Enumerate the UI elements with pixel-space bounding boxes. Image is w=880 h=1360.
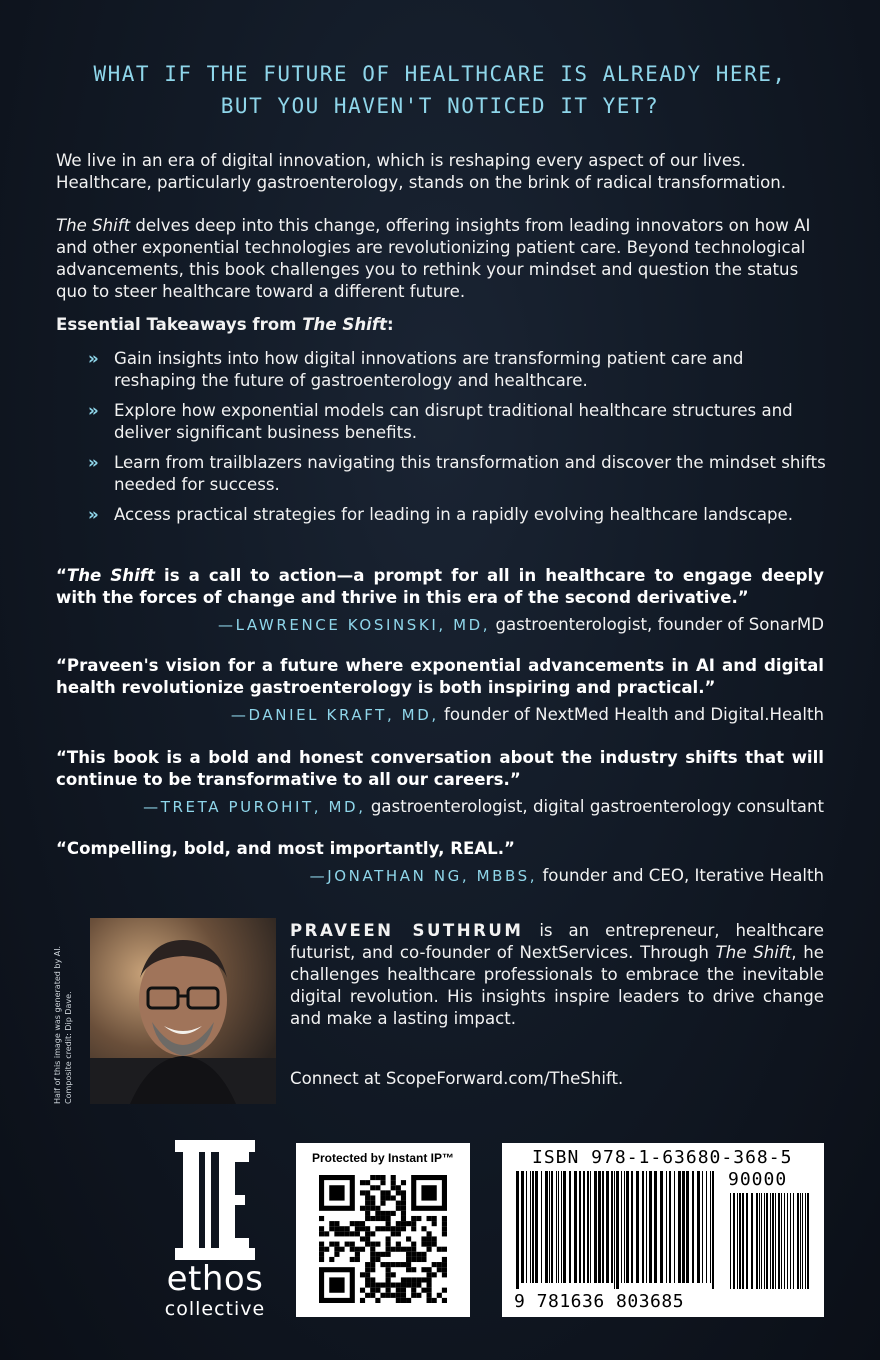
- takeaways-list: [88, 348, 828, 534]
- author-portrait-icon: [90, 918, 276, 1104]
- intro-paragraph-1: We live in an era of digital innovation, which is reshaping every aspect of our lives. Healthcare, particularly gastroenterology, stands on the brink of radical transformation.: [56, 151, 787, 192]
- list-item-text: Gain insights into how digital innovations are transforming patient care and reshaping the future of gastroenterology and healthcare.: [114, 349, 744, 390]
- publisher-name-line-2: collective: [164, 1298, 266, 1320]
- bullet-icon: »: [88, 453, 99, 472]
- list-item-text: Learn from trailblazers navigating this transformation and discover the mindset shifts needed for success.: [114, 453, 826, 494]
- author-photo: [90, 918, 276, 1104]
- bio-text-2: , he challenges healthcare professionals to embrace the inevitable digital revolution. His insights inspire leaders to drive change and make a lasting impact.: [290, 943, 824, 1028]
- quote-open-mark: “: [56, 566, 67, 585]
- quote-attribution: [56, 864, 824, 888]
- endorsement-quote: [56, 655, 824, 727]
- endorser-name: —TRETA PUROHIT, MD,: [143, 798, 366, 816]
- intro-paragraph-2: [56, 215, 824, 303]
- book-title: The Shift: [715, 943, 792, 962]
- quote-attribution: [56, 703, 824, 727]
- list-item: [88, 400, 828, 444]
- headline-line-1: WHAT IF THE FUTURE OF HEALTHCARE IS ALREADY HERE,: [93, 62, 787, 86]
- endorser-role: founder of NextMed Health and Digital.Health: [438, 705, 824, 724]
- publisher-name: ethos: [166, 1259, 264, 1299]
- list-item: [88, 452, 828, 496]
- bullet-icon: »: [88, 505, 99, 524]
- headline: [0, 58, 880, 122]
- headline-line-2: BUT YOU HAVEN'T NOTICED IT YET?: [220, 94, 660, 118]
- bullet-icon: »: [88, 349, 99, 368]
- quote-text: “Praveen's vision for a future where exponential advancements in AI and digital health revolutionize gastroenterology is both inspiring and practical.”: [56, 656, 824, 697]
- author-bio: [290, 920, 824, 1030]
- intro-paragraph-2-text: delves deep into this change, offering insights from leading innovators on how AI and other exponential technologies are revolutionizing patient care. Beyond technological advancements, this book challenges you to rethink your mindset and question the status quo to steer healthcare toward a different future.: [56, 216, 811, 301]
- endorsement-quote: [56, 838, 824, 888]
- takeaways-title-suffix: :: [387, 315, 394, 334]
- list-item-text: Access practical strategies for leading in a rapidly evolving healthcare landscape.: [114, 505, 794, 524]
- list-item-text: Explore how exponential models can disrupt traditional healthcare structures and deliver significant business benefits.: [114, 401, 793, 442]
- bio-text-1: is an entrepreneur, healthcare futurist, and co-founder of NextServices. Through: [290, 921, 824, 962]
- photo-credit: Half of this image was generated by AI. Composite credit: Dip Dave.: [53, 945, 73, 1104]
- publisher-logo: [150, 1140, 280, 1325]
- ethos-pillar-icon: [175, 1140, 255, 1260]
- endorser-role: gastroenterologist, founder of SonarMD: [490, 615, 824, 634]
- endorser-name: —DANIEL KRAFT, MD,: [230, 706, 439, 724]
- bullet-icon: »: [88, 401, 99, 420]
- quote-attribution: [56, 795, 824, 819]
- book-title: The Shift: [302, 315, 387, 334]
- author-name: PRAVEEN SUTHRUM: [290, 921, 524, 940]
- book-title: The Shift: [66, 566, 155, 585]
- qr-label: Protected by Instant IP™: [311, 1151, 455, 1165]
- quote-attribution: [56, 613, 824, 637]
- endorser-name: —LAWRENCE KOSINSKI, MD,: [217, 616, 491, 634]
- list-item: [88, 348, 828, 392]
- quote-text: [56, 565, 824, 609]
- barcode-icon: [516, 1171, 812, 1289]
- barcode-digits: 9 781636 803685: [514, 1291, 685, 1312]
- takeaways-title-prefix: Essential Takeaways from: [56, 315, 303, 334]
- endorsement-quote: [56, 565, 824, 637]
- endorser-role: gastroenterologist, digital gastroenterology consultant: [365, 797, 824, 816]
- takeaways-title: [56, 314, 824, 336]
- isbn-text: ISBN 978-1-63680-368-5: [532, 1147, 793, 1168]
- qr-code-icon: [319, 1175, 447, 1303]
- isbn-barcode-panel: [502, 1143, 824, 1317]
- qr-code-panel: [296, 1143, 470, 1317]
- endorsement-quote: [56, 747, 824, 819]
- quote-text: “This book is a bold and honest conversation about the industry shifts that will continue to be transformative to all our careers.”: [56, 748, 824, 789]
- quote-text: “Compelling, bold, and most importantly, REAL.”: [56, 839, 515, 858]
- book-title: The Shift: [56, 216, 131, 235]
- connect-link-text: Connect at ScopeForward.com/TheShift.: [290, 1069, 624, 1088]
- list-item: [88, 504, 828, 526]
- quote-body: is a call to action—a prompt for all in healthcare to engage deeply with the forces of change and thrive in this era of the second derivative.”: [56, 566, 824, 607]
- endorser-role: founder and CEO, Iterative Health: [537, 866, 824, 885]
- endorser-name: —JONATHAN NG, MBBS,: [309, 867, 538, 885]
- price-addon-text: 90000: [728, 1169, 788, 1190]
